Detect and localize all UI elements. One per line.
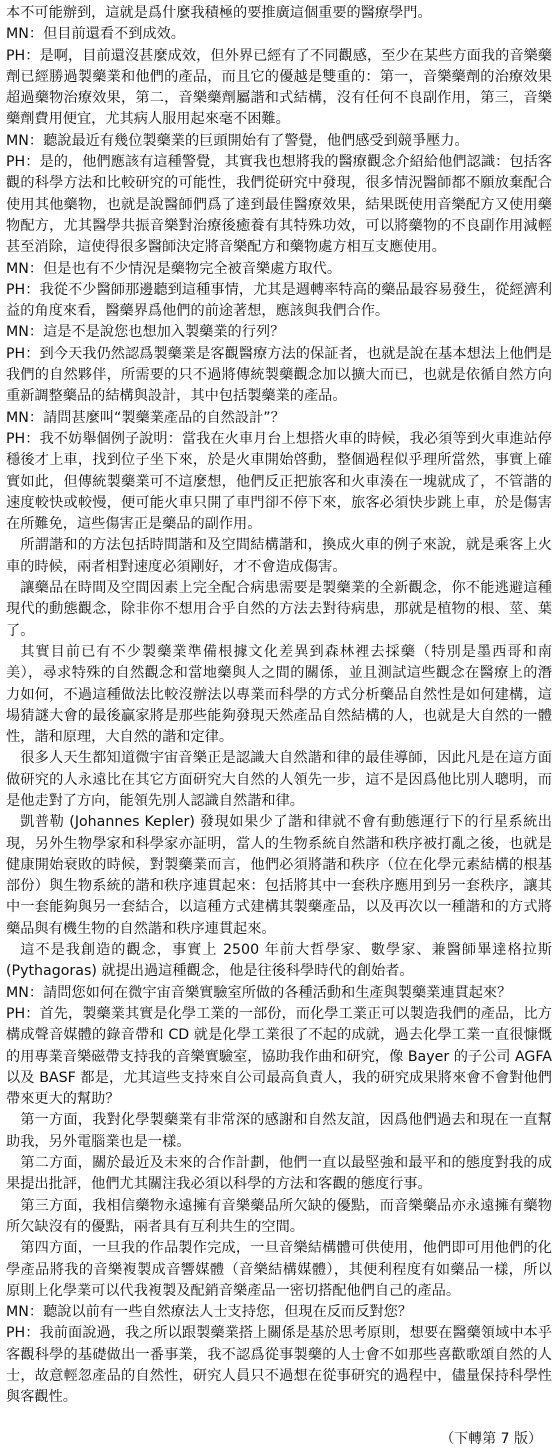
- speaker-label: PH: [6, 430, 26, 447]
- speaker-label: PH: [6, 154, 26, 171]
- paragraph-text: 但目前還看不到成效。: [43, 26, 185, 43]
- dialogue-mn: MN：但目前還看不到成效。: [6, 26, 185, 43]
- speaker-label: MN: [6, 984, 29, 1001]
- paragraph-text: 凱普勒 (Johannes Kepler) 發現如果少了諧和律就不會有動態運行下的行星系統出現，另外生物學家和科學家亦証明，當人的生物系統自然諧和秩序被打亂之後，也就是健康開始衰敗的時候，對製藥業而言，他們必須將諧和秩序（位在化學元素結構的根基部份）與生物系統的諧和秩序連貫起來：包括將其中一套秩序應用到另一套秩序，讓其中一套能夠與另一套結合，以這種方式建構其製藥產品，以及再次以一種諧和的方式將藥品與有機生物的自然諧和秩序連貫起來。: [6, 814, 552, 937]
- speaker-label: PH: [6, 47, 26, 64]
- dialogue-ph: PH：首先，製藥業其實是化學工業的一部份，而化學工業正可以製造我們的產品，比方構成聲音媒體的錄音帶和 CD 就是化學工業很了不起的成就，過去化學工業一直很慷慨的用專業音樂磁帶支持我的音樂實驗室，協助我作曲和研究，像 Bayer 的子公司 AGFA 以及 BASF 都是，尤其這些支持來自公司最高負責人，我的研究成果將來會不會對他們帶來更大的幫助？: [6, 1005, 552, 1108]
- paragraph-text: 但是也有不少情況是藥物完全被音樂處方取代。: [43, 260, 342, 277]
- paragraph-text: 聽說最近有幾位製藥業的巨頭開始有了警覺，他們感受到競爭壓力。: [43, 132, 469, 149]
- paragraph-text: 請問甚麼叫“製藥業產品的自然設計”？: [43, 409, 285, 426]
- article-body: [6, 3, 552, 1409]
- speaker-label: MN: [6, 324, 29, 341]
- speaker-label: MN: [6, 132, 29, 149]
- paragraph-text: 這是不是說您也想加入製藥業的行列？: [43, 324, 285, 341]
- paragraph-text: 第四方面，一旦我的作品製作完成，一旦音樂結構體可供使用，他們即可用他們的化學產品將我的音樂複製成音響媒體（音樂結構媒體），其便利程度有如藥品一樣，所以原則上化學業可以代我複製及配銷音樂產品一密切搭配他們自己的產品。: [6, 1240, 552, 1299]
- body-paragraph: [6, 748, 552, 812]
- speaker-label: PH: [6, 281, 26, 298]
- speaker-label: MN: [6, 260, 29, 277]
- dialogue-mn: MN：請問甚麼叫“製藥業產品的自然設計”？: [6, 409, 285, 426]
- dialogue-mn: MN：聽說以前有一些自然療法人士支持您，但現在反而反對您？: [6, 1304, 412, 1321]
- dialogue-ph: PH：我前面說過，我之所以跟製藥業搭上關係是基於思考原則，想要在醫藥領域中本乎客觀科學的基礎做出一番事業，我不認爲從事製藥的人士會不如那些喜歡歌頌自然的人士，故意輕忽產品的自然性，研究人員只不過想在從事研究的過程中，儘量保持科學性與客觀性。: [6, 1325, 552, 1406]
- body-paragraph: [6, 812, 552, 940]
- paragraph-text: 第二方面，關於最近及未來的合作計劃，他們一直以最堅強和最平和的態度對我的成果提出批評，他們尤其關注我必須以科學的方法和客觀的態度行事。: [6, 1155, 552, 1193]
- dialogue-ph: PH：是啊，目前還沒甚麼成效，但外界已經有了不同觀感，至少在某些方面我的音樂藥劑已經勝過製藥業和他們的產品，而且它的優越是雙重的：第一，音樂藥劑的治療效果超過藥物治療效果，第二，音樂藥劑屬諧和式結構，沒有任何不良副作用，第三，音樂藥劑費用便宜，尤其病人服用起來毫不困難。: [6, 47, 552, 128]
- dialogue-ph: PH：到今天我仍然認爲製藥業是客觀醫療方法的保証者，也就是說在基本想法上他們是我們的自然夥伴，所需要的只不過將傳統製藥觀念加以擴大而已，也就是依循自然方向重新調整藥品的結構與設計，其中包括製藥業的產品。: [6, 345, 552, 405]
- body-paragraph: [6, 3, 552, 24]
- paragraph-text: 讓藥品在時間及空間因素上完全配合病患需要是製藥業的全新觀念，你不能逃避這種現代的動態觀念，除非你不想用合乎自然的方法去對待病患，那就是植物的根、莖、葉了。: [6, 580, 552, 639]
- continuation-note: （下轉第 7 版）: [440, 1431, 542, 1447]
- speaker-label: MN: [6, 409, 29, 426]
- body-paragraph: [6, 1110, 552, 1153]
- dialogue-ph: PH：是的，他們應該有這種警覺，其實我也想將我的醫療觀念介紹給他們認識：包括客觀的科學方法和比較研究的可能性，我們從研究中發現，很多情況醫師都不願放棄配合使用其他藥物，也就是說醫師們爲了達到最佳醫療效果，結果既使用音樂配方又使用藥物配方，尤其醫學共振音樂對治療後癒養有其特殊功效，可以將藥物的不良副作用減輕甚至消除，這使得很多醫師決定將音樂配方和藥物處方相互支應使用。: [6, 154, 552, 256]
- paragraph-text: 我從不少醫師那邊聽到這種事情，尤其是週轉率特高的藥品最容易發生，從經濟利益的角度來看，醫藥界爲他們的前途著想，應該與我們合作。: [6, 281, 552, 320]
- dialogue-ph: PH：我不妨舉個例子說明：當我在火車月台上想搭火車的時候，我必須等到火車進站停穩後才上車，找到位子坐下來，於是火車開始啓動，整個過程似乎理所當然，事實上確實如此，但傳統製藥業可不這麼想，他們反正把旅客和火車湊在一塊就成了，不管諧的速度較快或較慢，便可能火車只開了車門卻不停下來，旅客必須快步跳上車，於是傷害在所難免，這些傷害正是藥品的副作用。: [6, 430, 552, 533]
- body-paragraph: [6, 1196, 552, 1239]
- dialogue-mn: MN：聽說最近有幾位製藥業的巨頭開始有了警覺，他們感受到競爭壓力。: [6, 132, 469, 149]
- dialogue-ph: PH：我從不少醫師那邊聽到這種事情，尤其是週轉率特高的藥品最容易發生，從經濟利益的角度來看，醫藥界爲他們的前途著想，應該與我們合作。: [6, 281, 552, 320]
- paragraph-text: 第三方面，我相信藥物永遠擁有音樂藥品所欠缺的優點，而音樂藥品亦永遠擁有藥物所欠缺沒有的優點，兩者具有互利共生的空間。: [6, 1197, 552, 1235]
- paragraph-text: 很多人天生都知道微宇宙音樂正是認識大自然諧和律的最佳導師，因此凡是在這方面做研究的人永遠比在其它方面研究大自然的人領先一步，這不是因爲他比別人聰明，而是他走對了方向，能領先別人認識自然諧和律。: [6, 750, 552, 809]
- paragraph-text: 其實目前已有不少製藥業準備根據文化差異到森林裡去採藥（特別是墨西哥和南美），尋求特殊的自然觀念和當地藥與人之間的關係，並且測試這些觀念在醫療上的潛力如何，不過這種做法比較沒辦法以專業而科學的方式分析藥品自然性是如何建構，這場猜謎大會的最後贏家將是那些能夠發現天然產品自然結構的人，也就是大自然的一體性，諧和原理，大自然的諧和定律。: [6, 643, 552, 746]
- paragraph-text: 我不妨舉個例子說明：當我在火車月台上想搭火車的時候，我必須等到火車進站停穩後才上車，找到位子坐下來，於是火車開始啓動，整個過程似乎理所當然，事實上確實如此，但傳統製藥業可不這麼想，他們反正把旅客和火車湊在一塊就成了，不管諧的速度較快或較慢，便可能火車只開了車門卻不停下來，旅客必須快步跳上車，於是傷害在所難免，這些傷害正是藥品的副作用。: [6, 430, 552, 533]
- paragraph-text: 所謂諧和的方法包括時間諧和及空間結構諧和，換成火車的例子來說，就是乘客上火車的時候，兩者相對速度必須剛好，才不會造成傷害。: [6, 537, 552, 575]
- paragraph-text: 第一方面，我對化學製藥業有非常深的感謝和自然友誼，因爲他們過去和現在一直幫助我，另外電腦業也是一樣。: [6, 1112, 552, 1150]
- speaker-label: MN: [6, 1304, 29, 1321]
- dialogue-mn: MN：請問您如何在微宇宙音樂實驗室所做的各種活動和生產與製藥業連貫起來？: [6, 984, 512, 1001]
- paragraph-text: 請問您如何在微宇宙音樂實驗室所做的各種活動和生產與製藥業連貫起來？: [43, 984, 512, 1001]
- paragraph-text: 是的，他們應該有這種警覺，其實我也想將我的醫療觀念介紹給他們認識：包括客觀的科學方法和比較研究的可能性，我們從研究中發現，很多情況醫師都不願放棄配合使用其他藥物，也就是說醫師們爲了達到最佳醫療效果，結果既使用音樂配方又使用藥物配方，尤其醫學共振音樂對治療後癒養有其特殊功效，可以將藥物的不良副作用減輕甚至消除，這使得很多醫師決定將音樂配方和藥物處方相互支應使用。: [6, 154, 552, 256]
- speaker-label: PH: [6, 1005, 26, 1022]
- dialogue-mn: MN：這是不是說您也想加入製藥業的行列？: [6, 324, 285, 341]
- speaker-label: PH: [6, 345, 26, 362]
- body-paragraph: [6, 535, 552, 578]
- paragraph-text: 是啊，目前還沒甚麼成效，但外界已經有了不同觀感，至少在某些方面我的音樂藥劑已經勝過製藥業和他們的產品，而且它的優越是雙重的：第一，音樂藥劑的治療效果超過藥物治療效果，第二，音樂藥劑屬諧和式結構，沒有任何不良副作用，第三，音樂藥劑費用便宜，尤其病人服用起來毫不困難。: [6, 47, 552, 128]
- speaker-label: MN: [6, 26, 29, 43]
- paragraph-text: 這不是我創造的觀念，事實上 2500 年前大哲學家、數學家、兼醫師畢達格拉斯 (Pythagoras) 就提出過這種觀念，他是往後科學時代的創始者。: [6, 942, 552, 980]
- body-paragraph: [6, 578, 552, 642]
- speaker-label: PH: [6, 1325, 26, 1342]
- paragraph-text: 首先，製藥業其實是化學工業的一部份，而化學工業正可以製造我們的產品，比方構成聲音媒體的錄音帶和 CD 就是化學工業很了不起的成就，過去化學工業一直很慷慨的用專業音樂磁帶支持我的音樂實驗室，協助我作曲和研究，像 Bayer 的子公司 AGFA 以及 BASF 都是，尤其這些支持來自公司最高負責人，我的研究成果將來會不會對他們帶來更大的幫助？: [6, 1005, 552, 1108]
- paragraph-text: 我前面說過，我之所以跟製藥業搭上關係是基於思考原則，想要在醫藥領域中本乎客觀科學的基礎做出一番事業，我不認爲從事製藥的人士會不如那些喜歡歌頌自然的人士，故意輕忽產品的自然性，研究人員只不過想在從事研究的過程中，儘量保持科學性與客觀性。: [6, 1325, 552, 1406]
- dialogue-mn: MN：但是也有不少情況是藥物完全被音樂處方取代。: [6, 260, 342, 277]
- body-paragraph: [6, 1153, 552, 1196]
- body-paragraph: [6, 1238, 552, 1302]
- paragraph-text: 聽說以前有一些自然療法人士支持您，但現在反而反對您？: [43, 1304, 412, 1321]
- body-paragraph: [6, 940, 552, 983]
- paragraph-text: 到今天我仍然認爲製藥業是客觀醫療方法的保証者，也就是說在基本想法上他們是我們的自然夥伴，所需要的只不過將傳統製藥觀念加以擴大而已，也就是依循自然方向重新調整藥品的結構與設計，其中包括製藥業的產品。: [6, 345, 552, 405]
- paragraph-text: 本不可能辦到，這就是爲什麼我積極的要推廣這個重要的醫療學門。: [6, 5, 432, 21]
- body-paragraph: [6, 642, 552, 748]
